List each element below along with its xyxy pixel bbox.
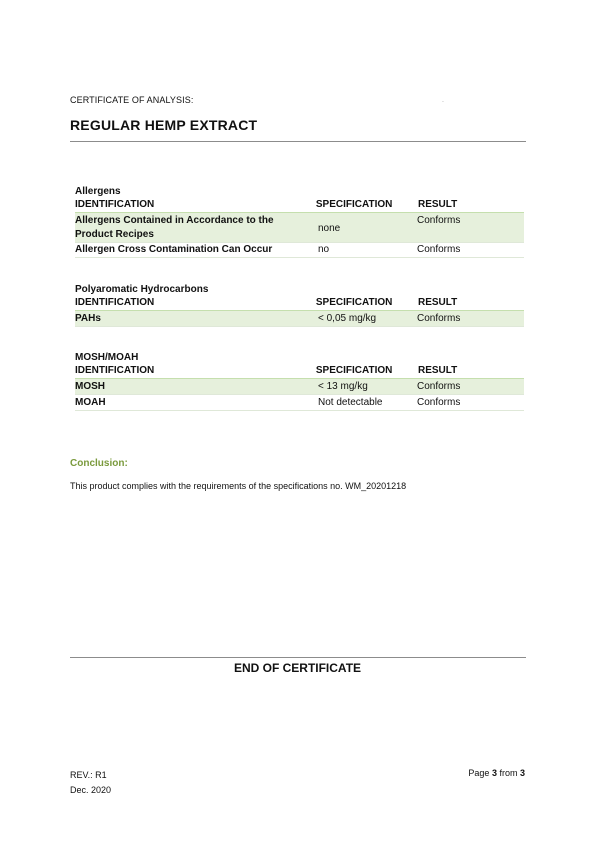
table-row <box>75 243 524 258</box>
section-title: Allergens <box>75 186 121 197</box>
cell-result: Conforms <box>417 215 461 226</box>
revision-date: Dec. 2020 <box>70 785 112 795</box>
col-identification: IDENTIFICATION <box>75 199 155 210</box>
col-specification: SPECIFICATION <box>315 297 393 308</box>
col-result: RESULT <box>417 297 458 308</box>
cell-identification: MOAH <box>75 397 106 408</box>
mosh-moah-table <box>75 351 524 411</box>
cell-result: Conforms <box>417 244 461 255</box>
cell-identification: Allergens Contained in Accordance to the Product Recipes <box>75 215 274 240</box>
end-of-certificate: END OF CERTIFICATE <box>233 661 362 675</box>
cell-specification: no <box>318 244 330 255</box>
cell-specification: < 0,05 mg/kg <box>318 313 377 324</box>
revision-number: REV.: R1 <box>70 770 107 780</box>
col-specification: SPECIFICATION <box>315 199 393 210</box>
col-identification: IDENTIFICATION <box>75 365 155 376</box>
page-total: 3 <box>519 768 525 778</box>
pah-table <box>75 283 524 327</box>
col-result: RESULT <box>417 199 458 210</box>
table-row <box>75 379 524 395</box>
col-result: RESULT <box>417 365 458 376</box>
table-row <box>75 213 524 243</box>
end-divider <box>70 657 526 658</box>
cell-identification: MOSH <box>75 381 105 392</box>
page-number <box>468 768 525 778</box>
title-divider <box>70 141 526 142</box>
header-dot: . <box>442 97 444 104</box>
col-specification: SPECIFICATION <box>315 365 393 376</box>
conclusion-heading: Conclusion: <box>70 458 128 469</box>
page-word: Page <box>468 768 490 778</box>
page-current: 3 <box>491 768 497 778</box>
section-title: MOSH/MOAH <box>75 352 139 363</box>
section-title: Polyaromatic Hydrocarbons <box>75 284 209 295</box>
page-separator: from <box>499 768 518 778</box>
cell-result: Conforms <box>417 313 461 324</box>
certificate-label: CERTIFICATE OF ANALYSIS: <box>70 95 194 105</box>
table-row <box>75 311 524 327</box>
cell-specification: none <box>318 223 341 234</box>
conclusion-text: This product complies with the requirements of the specifications no. WM_20201218 <box>70 481 407 491</box>
revision-info <box>70 768 111 798</box>
cell-specification: Not detectable <box>318 397 383 408</box>
cell-identification: PAHs <box>75 313 101 324</box>
table-header <box>75 296 524 311</box>
cell-identification: Allergen Cross Contamination Can Occur <box>75 244 273 255</box>
document-title: REGULAR HEMP EXTRACT <box>70 117 258 133</box>
table-header <box>75 364 524 379</box>
allergens-table <box>75 185 524 258</box>
cell-specification: < 13 mg/kg <box>318 381 368 392</box>
col-identification: IDENTIFICATION <box>75 297 155 308</box>
cell-result: Conforms <box>417 397 461 408</box>
table-header <box>75 198 524 213</box>
table-row <box>75 395 524 411</box>
cell-result: Conforms <box>417 381 461 392</box>
